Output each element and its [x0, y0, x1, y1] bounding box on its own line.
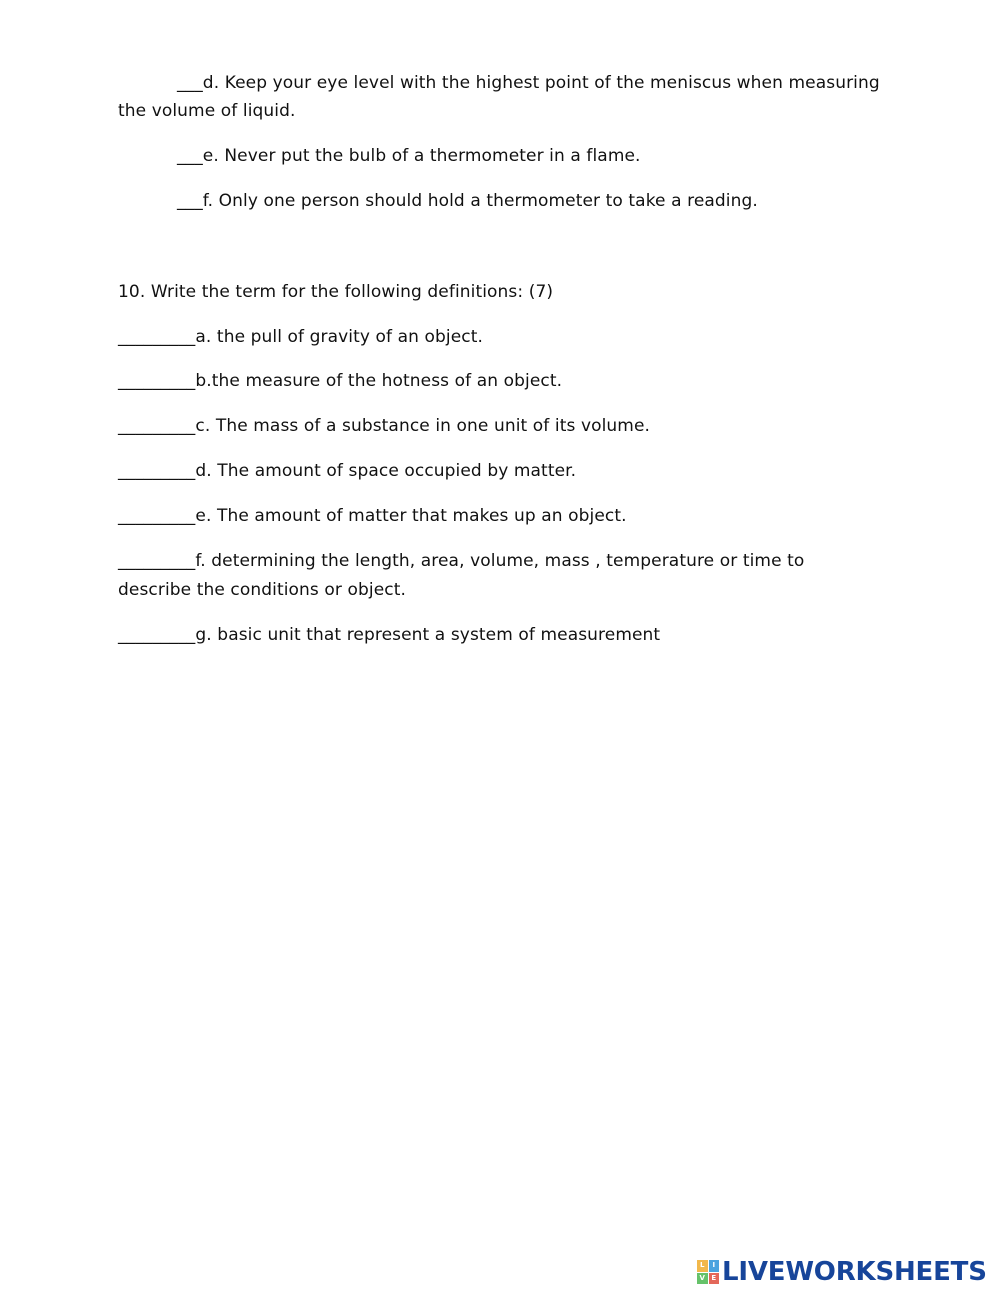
definition-c: _________c. The mass of a substance in one unit of its volume. [118, 416, 651, 436]
definition-f-line1: _________f. determining the length, area, volume, mass , temperature or time to [118, 551, 805, 571]
definition-d: _________d. The amount of space occupied by matter. [118, 461, 577, 481]
liveworksheets-logo [697, 1257, 993, 1287]
item-e: ___e. Never put the bulb of a thermometer in a flame. [177, 146, 641, 166]
definition-e: _________e. The amount of matter that makes up an object. [118, 506, 627, 526]
live-blocks-icon: L I V E [697, 1260, 719, 1284]
definition-a: _________a. the pull of gravity of an object. [118, 327, 484, 347]
item-d-line2: the volume of liquid. [118, 101, 296, 121]
brand-text: LIVEWORKSHEETS [722, 1257, 987, 1287]
item-f: ___f. Only one person should hold a thermometer to take a reading. [177, 191, 758, 211]
definition-g: _________g. basic unit that represent a system of measurement [118, 625, 661, 645]
item-d-line1: ___d. Keep your eye level with the highest point of the meniscus when measuring [177, 73, 880, 93]
question-10-title: 10. Write the term for the following definitions: (7) [118, 282, 554, 302]
definition-f-line2: describe the conditions or object. [118, 580, 406, 600]
definition-b: _________b.the measure of the hotness of an object. [118, 371, 563, 391]
